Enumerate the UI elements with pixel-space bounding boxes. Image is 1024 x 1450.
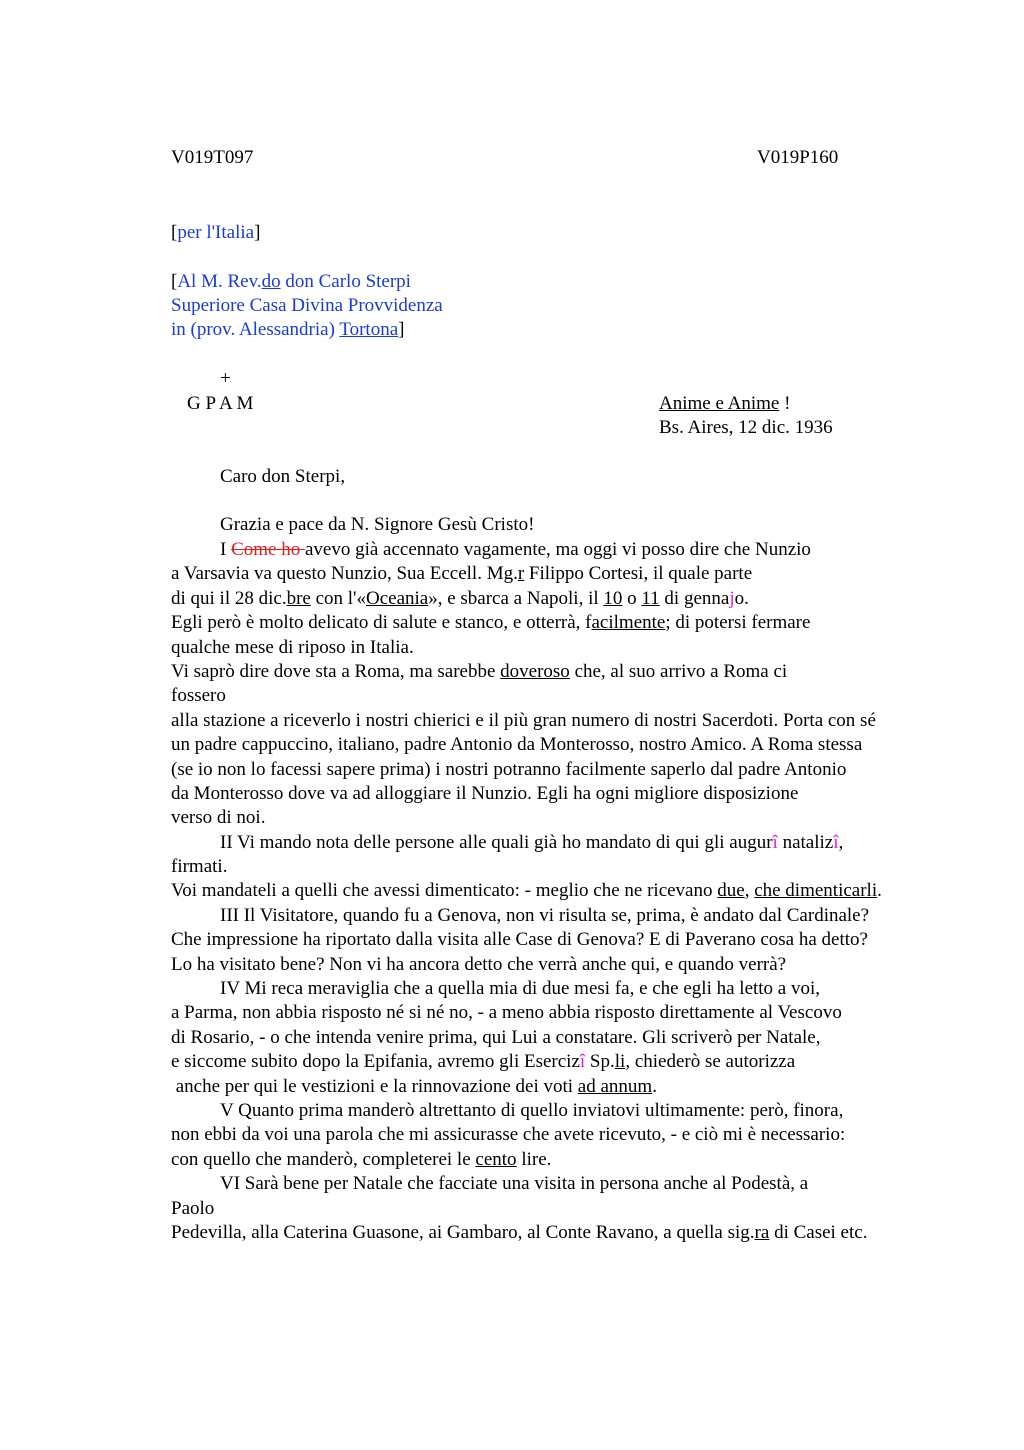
underlined-text: doveroso <box>500 660 570 682</box>
body-line <box>171 611 971 635</box>
body-line <box>171 1221 971 1245</box>
text: Egli però è molto delicato di salute e stanco, e otterrà, f <box>171 612 592 634</box>
body-line: alla stazione a riceverlo i nostri chierici e il più gran numero di nostri Sacerdoti. Porta con sé <box>171 709 876 731</box>
recipient-title-line: Superiore Casa Divina Provvidenza <box>171 295 443 316</box>
text: , <box>744 880 755 902</box>
recipient-city: Tortona <box>339 319 399 340</box>
text: , <box>838 831 844 853</box>
text: o <box>622 587 642 609</box>
text: e siccome subito dopo la Epifania, avremo gli Eserciz <box>171 1051 580 1073</box>
correction-mark: j <box>729 587 735 609</box>
text: a Varsavia va questo Nunzio, Sua Eccell. Mg. <box>171 563 518 585</box>
underlined-text: ra <box>754 1221 770 1243</box>
text: di Casei etc. <box>769 1221 868 1243</box>
text: Sp. <box>585 1051 615 1073</box>
text: o. <box>734 587 749 609</box>
text: Vi saprò dire dove sta a Roma, ma sarebbe <box>171 660 501 682</box>
motto-text: Anime e Anime <box>659 393 780 414</box>
text: nataliz <box>777 831 834 853</box>
body-line <box>171 587 971 611</box>
body-line: Che impressione ha riportato dalla visita alle Case di Genova? E di Paverano cosa ha detto? <box>171 929 868 951</box>
body-line: verso di noi. <box>171 807 266 829</box>
recipient-province: in (prov. Alessandria) <box>171 319 340 340</box>
underlined-text: 11 <box>641 587 660 609</box>
paragraph-2-line <box>171 831 971 855</box>
recipient-prefix: Al M. Rev. <box>177 271 262 292</box>
text: ; di potersi fermare <box>665 612 811 634</box>
body-line: qualche mese di riposo in Italia. <box>171 636 414 658</box>
body-line: di Rosario, - o che intenda venire prima, qui Lui a constatare. Gli scriverò per Natale, <box>171 1026 821 1048</box>
body-line: a Parma, non abbia risposto né si né no, - a meno abbia risposto direttamente al Vescovo <box>171 1002 842 1024</box>
text: lire. <box>516 1148 552 1170</box>
body-line: (se io non lo facessi sapere prima) i nostri potranno facilmente saperlo dal padre Antonio <box>171 758 847 780</box>
recipient-city-line: in (prov. Alessandria) Tortona] <box>171 319 405 340</box>
motto <box>659 392 790 416</box>
recipient-name: don Carlo Sterpi <box>280 271 411 292</box>
correction-mark: î <box>772 831 778 853</box>
salutation: Caro don Sterpi, <box>220 466 346 487</box>
text: anche per qui le vestizioni e la rinnovazione dei voti <box>171 1075 578 1097</box>
text: con quello che manderò, completerei le <box>171 1148 476 1170</box>
body-line: Lo ha visitato bene? Non vi ha ancora detto che verrà anche qui, e quando verrà? <box>171 953 787 975</box>
paragraph-5-line: V Quanto prima manderò altrettanto di quello inviatovi ultimamente: però, finora, <box>220 1099 844 1121</box>
body-line <box>171 562 971 586</box>
text: di qui il 28 dic. <box>171 587 287 609</box>
motto-exclamation: ! <box>779 393 791 414</box>
text: . <box>652 1075 657 1097</box>
body-line <box>171 1050 971 1074</box>
recipient-superscript: do <box>261 271 281 292</box>
underlined-text: ad annum <box>577 1075 653 1097</box>
body-line: da Monterosso dove va ad alloggiare il Nunzio. Egli ha ogni migliore disposizione <box>171 782 799 804</box>
letter-body <box>171 538 971 1245</box>
text: II Vi mando nota delle persone alle quali già ho mandato di qui gli augur <box>220 831 773 853</box>
text: Filippo Cortesi, il quale parte <box>524 563 753 585</box>
body-line <box>171 879 971 903</box>
underlined-text: 10 <box>603 587 623 609</box>
text: Voi mandateli a quelli che avessi dimenticato: - meglio che ne ricevano <box>171 880 718 902</box>
body-line: Paolo <box>171 1197 215 1219</box>
text: Pedevilla, alla Caterina Guasone, ai Gambaro, al Conte Ravano, a quella sig. <box>171 1221 755 1243</box>
text: che, al suo arrivo a Roma ci <box>569 660 788 682</box>
underlined-text: Oceania <box>365 587 429 609</box>
text: . <box>877 880 882 902</box>
underlined-text: cento <box>475 1148 517 1170</box>
text: avevo già accennato vagamente, ma oggi vi posso dire che Nunzio <box>304 539 811 560</box>
gpam-monogram: G P A M <box>187 393 254 414</box>
text: , chiederò se autorizza <box>625 1051 796 1073</box>
text: con l'« <box>310 587 366 609</box>
underlined-text: acilmente <box>591 612 666 634</box>
destination-text: per l'Italia <box>177 222 255 243</box>
underlined-text: r <box>517 563 525 585</box>
body-line: non ebbi da voi una parola che mi assicurasse che avete ricevuto, - e ciò mi è necessario: <box>171 1124 846 1146</box>
body-line: fossero <box>171 685 226 707</box>
document-code-right: V019P160 <box>757 147 839 168</box>
body-line <box>171 1075 971 1099</box>
cross-symbol: + <box>220 368 231 389</box>
greeting: Grazia e pace da N. Signore Gesù Cristo! <box>220 514 535 535</box>
paragraph-number: I <box>220 539 232 560</box>
body-line: un padre cappuccino, italiano, padre Antonio da Monterosso, nostro Amico. A Roma stessa <box>171 734 863 756</box>
text: », e sbarca a Napoli, il <box>428 587 604 609</box>
paragraph-4-line: IV Mi reca meraviglia che a quella mia di due mesi fa, e che egli ha letto a voi, <box>220 978 821 1000</box>
destination-line: [per l'Italia] <box>171 222 261 243</box>
recipient-line: [Al M. Rev.do don Carlo Sterpi <box>171 271 411 292</box>
body-line <box>171 660 971 684</box>
correction-mark: î <box>833 831 839 853</box>
body-line: firmati. <box>171 856 228 878</box>
place-date: Bs. Aires, 12 dic. 1936 <box>659 417 833 438</box>
underlined-text: che dimenticarli <box>754 880 878 902</box>
document-code-left: V019T097 <box>171 147 254 168</box>
body-line <box>171 1148 971 1172</box>
paragraph-6-line: VI Sarà bene per Natale che facciate una visita in persona anche al Podestà, a <box>220 1173 809 1195</box>
text: di genna <box>659 587 730 609</box>
paragraph-3-line: III Il Visitatore, quando fu a Genova, non vi risulta se, prima, è andato dal Cardinale? <box>220 904 870 926</box>
paragraph-1-line <box>171 538 971 562</box>
correction-mark: î <box>579 1051 586 1073</box>
underlined-text: li <box>614 1051 626 1073</box>
struck-text: Come ho <box>231 539 305 560</box>
underlined-text: bre <box>286 587 311 609</box>
underlined-text: due <box>717 880 745 902</box>
